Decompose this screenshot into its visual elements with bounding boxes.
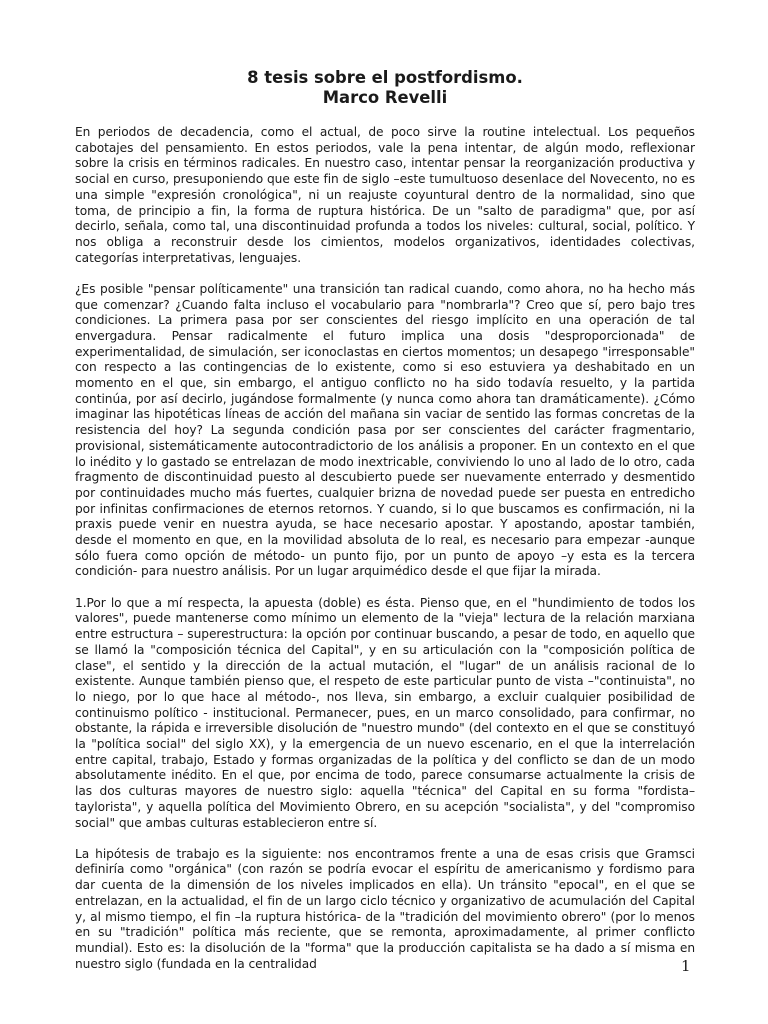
page-number: 1: [681, 957, 691, 975]
document-author: Marco Revelli: [322, 88, 448, 107]
paragraph-1: En periodos de decadencia, como el actual, de poco sirve la routine intelectual. Los pequeños cabotajes del pensamiento. En estos periodos, vale la pena intentar, de algún modo, reflexionar sobre la crisis en términos radicales. En nuestro caso, intentar pensar la reorganización productiva y social en curso, presuponiendo que este fin de siglo –este tumultuoso desenlace del Novecento, no es una simple "expresión cronológica", ni un reajuste coyuntural dentro de la normalidad, sino que toma, de principio a fin, la forma de ruptura histórica. De un "salto de paradigma" que, por así decirlo, señala, como tal, una discontinuidad profunda a todos los niveles: cultural, social, político. Y nos obliga a reconstruir desde los cimientos, modelos organizativos, identidades colectivas, categorías interpretativas, lenguajes.: [75, 125, 695, 265]
paragraph-3: 1.Por lo que a mí respecta, la apuesta (doble) es ésta. Pienso que, en el "hundimiento de todos los valores", puede mantenerse como mínimo un elemento de la "vieja" lectura de la relación marxiana entre estructura – superestructura: la opción por continuar buscando, a pesar de todo, en aquello que se llamó la "composición técnica del Capital", y en su articulación con la "composición política de clase", el sentido y la dirección de la actual mutación, el "lugar" de un análisis racional de lo existente. Aunque también pienso que, el respeto de este particular punto de vista –"continuista", no lo niego, por lo que hace al método-, nos lleva, sin embargo, a excluir cualquier posibilidad de continuismo político - institucional. Permanecer, pues, en un marco consolidado, para confirmar, no obstante, la rápida e irreversible disolución de "nuestro mundo" (del contexto en el que se constituyó la "política social" del siglo XX), y la emergencia de un nuevo escenario, en el que la interrelación entre capital, trabajo, Estado y formas organizadas de la política y del conflicto se dan de un modo absolutamente inédito. En el que, por encima de todo, parece consumarse actualmente la crisis de las dos culturas mayores de nuestro siglo: aquella "técnica" del Capital en su forma "fordista–taylorista", y aquella política del Movimiento Obrero, en su acepción "socialista", y del "compromiso social" que ambas culturas establecieron entre sí.: [75, 595, 695, 830]
document-body: [75, 68, 695, 972]
paragraph-4: La hipótesis de trabajo es la siguiente: nos encontramos frente a una de esas crisis que Gramsci definiría como "orgánica" (con razón se podría evocar el espíritu de americanismo y fordismo para dar cuenta de la dimensión de los niveles implicados en ella). Un tránsito "epocal", en el que se entrelazan, en la actualidad, el fin de un largo ciclo técnico y organizativo de acumulación del Capital y, al mismo tiempo, el fin –la ruptura histórica- de la "tradición del movimiento obrero" (por lo menos en su "tradición" política más reciente, que se remonta, aproximadamente, al primer conflicto mundial). Esto es: la disolución de la "forma" que la producción capitalista se ha dado a sí misma en nuestro siglo (fundada en la centralidad: [75, 846, 695, 971]
document-title: 8 tesis sobre el postfordismo.: [247, 68, 523, 87]
paragraph-2: ¿Es posible "pensar políticamente" una transición tan radical cuando, como ahora, no ha hecho más que comenzar? ¿Cuando falta incluso el vocabulario para "nombrarla"? Creo que sí, pero bajo tres condiciones. La primera pasa por ser conscientes del riesgo implícito en una operación de tal envergadura. Pensar radicalmente el futuro implica una dosis "desproporcionada" de experimentalidad, de simulación, ser iconoclastas en ciertos momentos; un desapego "irresponsable" con respecto a las contingencias de lo existente, como si eso estuviera ya deshabitado en un momento en el que, sin embargo, el antiguo conflicto no ha sido todavía resuelto, y la partida continúa, por así decirlo, jugándose formalmente (y nunca como ahora tan dramáticamente). ¿Cómo imaginar las hipotéticas líneas de acción del mañana sin vaciar de sentido las formas concretas de la resistencia del hoy? La segunda condición pasa por ser conscientes del carácter fragmentario, provisional, sistemáticamente autocontradictorio de los análisis a proponer. En un contexto en el que lo inédito y lo gastado se entrelazan de modo inextricable, conviviendo lo uno al lado de lo otro, cada fragmento de discontinuidad puesto al descubierto puede ser nuevamente enterrado y desmentido por continuidades mucho más fuertes, cualquier brizna de novedad puede ser puesta en entredicho por infinitas confirmaciones de eternos retornos. Y cuando, si lo que buscamos es confirmación, ni la praxis puede venir en nuestra ayuda, se hace necesario apostar. Y apostando, apostar también, desde el momento en que, en la movilidad absoluta de lo real, es necesario para empezar -aunque sólo fuera como opción de método- un punto fijo, por un punto de apoyo –y esta es la tercera condición- para nuestro análisis. Por un lugar arquimédico desde el que fijar la mirada.: [75, 281, 695, 579]
title-block: [75, 68, 695, 108]
